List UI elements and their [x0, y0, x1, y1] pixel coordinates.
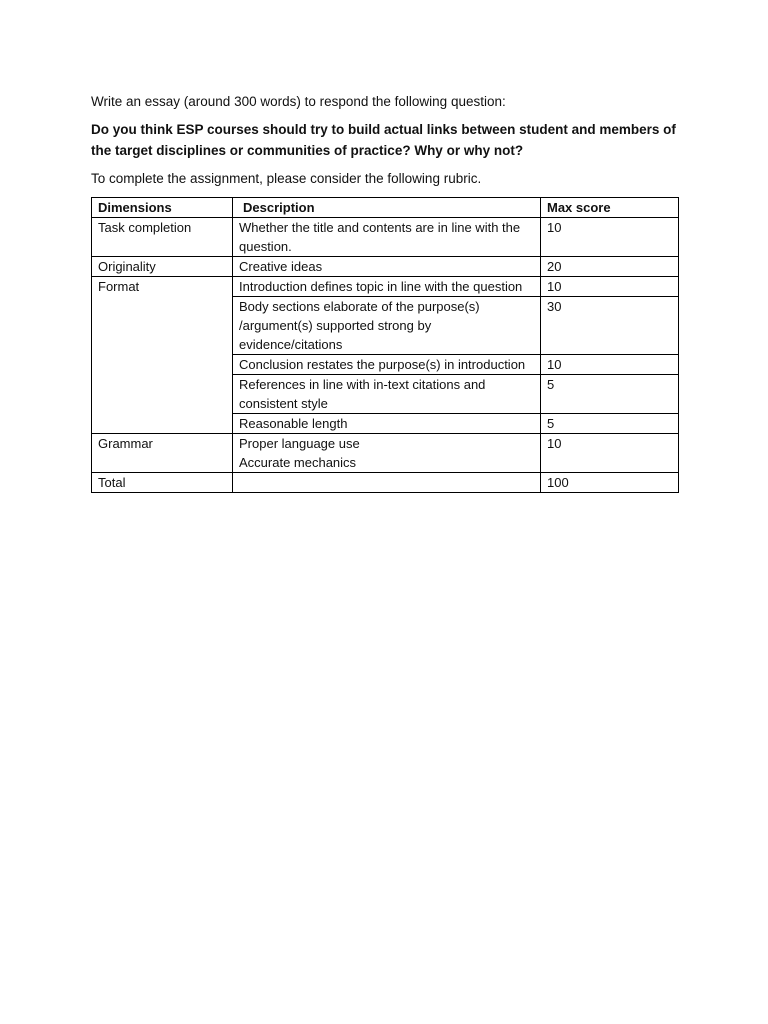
dimension-cell: Originality: [92, 257, 233, 277]
score-cell: 10: [541, 355, 679, 375]
description-cell: Body sections elaborate of the purpose(s) /argument(s) supported strong by evidence/citations: [233, 297, 541, 355]
description-cell: Conclusion restates the purpose(s) in introduction: [233, 355, 541, 375]
description-cell: References in line with in-text citations and consistent style: [233, 375, 541, 414]
header-description: Description: [233, 198, 541, 218]
score-cell: 30: [541, 297, 679, 355]
intro-text: Write an essay (around 300 words) to respond the following question:: [91, 94, 506, 109]
score-cell: 5: [541, 375, 679, 414]
description-line: Accurate mechanics: [239, 455, 357, 470]
essay-question: Do you think ESP courses should try to build actual links between student and members of the target disciplines or communities of practice? Why or why not?: [91, 122, 676, 158]
description-cell: [233, 434, 541, 473]
table-row: [92, 257, 679, 277]
description-cell: Creative ideas: [233, 257, 541, 277]
dimension-cell: Task completion: [92, 218, 233, 257]
table-row: [92, 277, 679, 297]
score-cell: 10: [541, 218, 679, 257]
total-label-cell: Total: [92, 473, 233, 493]
description-line: Proper language use: [239, 436, 360, 451]
table-row: [92, 218, 679, 257]
document-page: [91, 92, 678, 493]
description-cell: Introduction defines topic in line with the question: [233, 277, 541, 297]
score-cell: 10: [541, 434, 679, 473]
header-dimensions: Dimensions: [92, 198, 233, 218]
dimension-cell: Format: [92, 277, 233, 434]
header-max-score: Max score: [541, 198, 679, 218]
table-header-row: [92, 198, 679, 218]
rubric-table: [91, 197, 679, 493]
table-row-total: [92, 473, 679, 493]
score-cell: 5: [541, 414, 679, 434]
table-row: [92, 434, 679, 473]
score-cell: 20: [541, 257, 679, 277]
total-score-cell: 100: [541, 473, 679, 493]
score-cell: 10: [541, 277, 679, 297]
rubric-instruction: To complete the assignment, please consider the following rubric.: [91, 171, 482, 186]
dimension-cell: Grammar: [92, 434, 233, 473]
description-cell: Whether the title and contents are in line with the question.: [233, 218, 541, 257]
description-cell: [233, 473, 541, 493]
description-cell: Reasonable length: [233, 414, 541, 434]
